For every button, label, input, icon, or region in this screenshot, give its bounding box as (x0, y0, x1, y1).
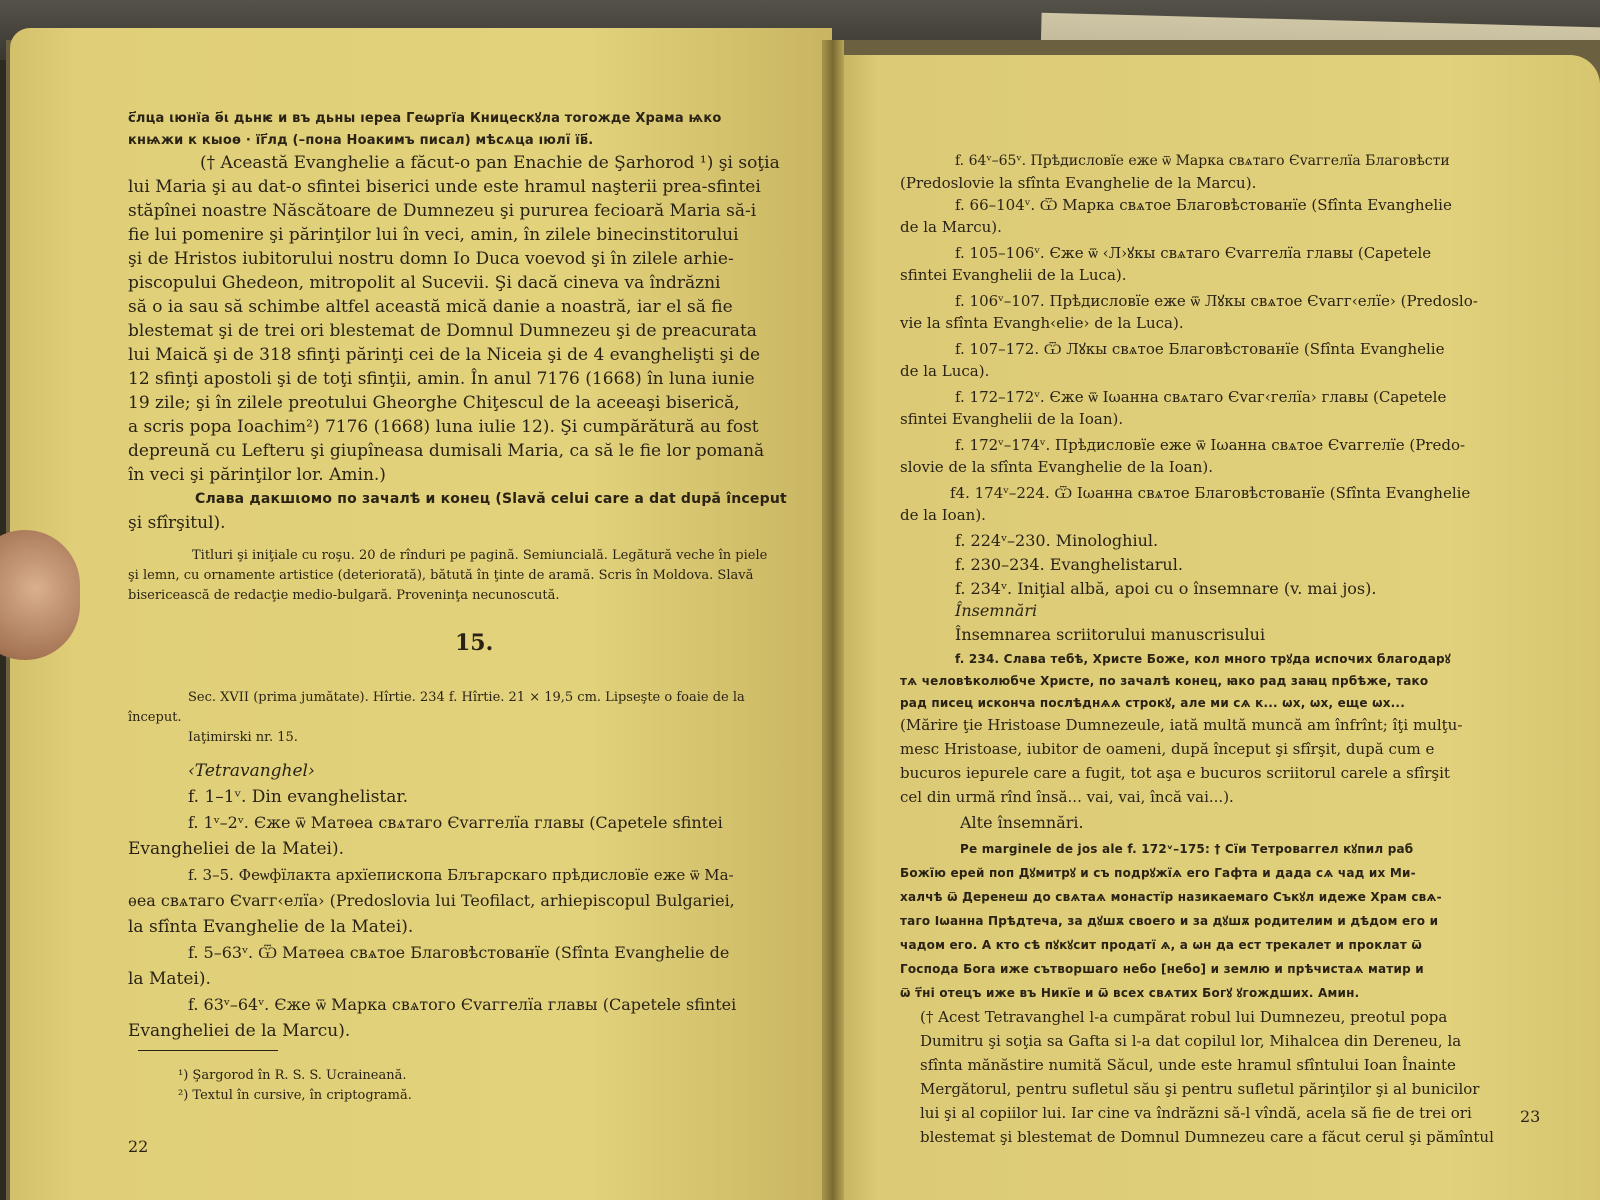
text-line: Evangheliei de la Matei). (128, 839, 344, 859)
slavonic-line: f. 234. Слава тебѣ, Христе Боже, кол много трꙋда испочих благодарꙋ (955, 652, 1451, 666)
text-line: f. 230–234. Evanghelistarul. (955, 555, 1183, 574)
section-desc: Iaţimirski nr. 15. (188, 730, 298, 745)
footnote-divider (138, 1050, 278, 1051)
book-spine (822, 40, 844, 1200)
text-line: la sfînta Evanghelie de la Matei). (128, 917, 414, 937)
text-line: blestemat şi blestemat de Domnul Dumnezeu care a făcut cerul şi pămîntul (920, 1128, 1494, 1146)
slavonic-line: кнѩжи к кыоѳ · ïг҃лд (–пона Ноакимъ писал) мѣсѧца ıюлї ïв҃. (128, 133, 594, 148)
text-line: f. 5–63ᵛ. Ѿ Матѳеа свѧтое Благовѣстованïе (Sfînta Evanghelie de (188, 943, 730, 962)
subheading: Însemnări (955, 601, 1038, 620)
text-line: f. 1ᵛ–2ᵛ. Єже ѿ Матѳеа свѧтаго Єvаггелïа главы (Capetele sfintei (188, 813, 723, 832)
slavonic-line: рад писец исконча послѣднѧѧ строкꙋ, але ми сѧ к... ѡх, ѡх, еще ѡх... (900, 696, 1405, 710)
text-line: stăpînei noastre Născătoare de Dumnezeu şi pururea fecioară Maria să-i (128, 201, 757, 221)
text-line: f. 106ᵛ–107. Прѣдисловïе еже ѿ Лꙋкы свѧтое Єvагг‹елïе› (Predoslo- (955, 292, 1478, 310)
text-line: f. 107–172. Ѿ Лꙋкы свѧтое Благовѣстованïе (Sfînta Evanghelie (955, 340, 1445, 358)
text-line: Însemnarea scriitorului manuscrisului (955, 625, 1266, 644)
text-line: f. 105–106ᵛ. Єже ѿ ‹Л›ꙋкы свѧтаго Єvаггелïа главы (Capetele (955, 244, 1432, 262)
text-line: sfintei Evanghelii de la Luca). (900, 266, 1127, 284)
text-line: Evangheliei de la Marcu). (128, 1021, 351, 1041)
text-line: lui Maria şi au dat-o sfintei biserici unde este hramul naşterii prea-sfintei (128, 177, 761, 197)
text-line: cel din urmă rînd însă... vai, vai, încă vai...). (900, 788, 1234, 806)
section-title: ‹Tetravanghel› (188, 761, 315, 781)
section-number: 15. (455, 630, 494, 656)
text-line: (Predoslovie la sfînta Evanghelie de la Marcu). (900, 174, 1257, 192)
footnote: ¹) Şargorod în R. S. S. Ucraineană. (178, 1068, 407, 1083)
text-line: blestemat şi de trei ori blestemat de Domnul Dumnezeu şi de preacurata (128, 321, 757, 341)
text-line: la Matei). (128, 969, 211, 989)
slavonic-line: чадом его. А кто сѣ пꙋкꙋсит продатï ѧ, а ѡн да ест трекалет и проклат ѿ (900, 938, 1422, 952)
slavonic-line: халчѣ ѿ Деренеш до свѧтаѧ монастïр назикаемаго Съкꙋл идеже Храм свѧ- (900, 890, 1442, 904)
text-line: de la Luca). (900, 362, 990, 380)
text-line: f. 224ᵛ–230. Minologhiul. (955, 531, 1159, 550)
text-line: bucuros iepurele care a fugit, tot aşa e bucuros scriitorul carele a sfîrşit (900, 764, 1450, 782)
text-line: f. 172ᵛ–174ᵛ. Прѣдисловïе еже ѿ Iωанна свѧтое Єvаггелïе (Predo- (955, 436, 1466, 454)
text-line: f. 172–172ᵛ. Єже ѿ Iωанна свѧтаго Єvаг‹гелïа› главы (Capetele (955, 388, 1447, 406)
text-line: († Această Evanghelie a făcut-o pan Enachie de Şarhorod ¹) şi soţia (200, 153, 780, 173)
slavonic-line: ѿ т҃ні отецъ иже въ Никïе и ѿ всех свѧтих Богꙋ ꙋгождших. Амин. (900, 986, 1360, 1000)
text-line: lui şi al copiilor lui. Iar cine va îndrăzni să-l vîndă, acela să fie de trei ori (920, 1104, 1472, 1122)
text-line: depreună cu Lefteru şi giupîneasa dumisali Maria, ca să le fie lor pomană (128, 441, 765, 461)
text-line: şi sfîrşitul). (128, 513, 226, 533)
footnote: ²) Textul în cursive, în criptogramă. (178, 1088, 412, 1103)
page-number: 22 (128, 1137, 149, 1156)
slavonic-line: Божïю ерей поп Дꙋмитрꙋ и съ подрꙋжïѧ его Гафта и дада сѧ чад их Ми- (900, 866, 1416, 880)
text-line: piscopului Ghedeon, mitropolit al Sucevii. Şi dacă cineva va îndrăzni (128, 273, 721, 293)
text-line: slovie de la sfînta Evanghelie de la Ioan). (900, 458, 1213, 476)
text-line: Mergătorul, pentru sufletul său şi pentru sufletul părinţilor şi al bunicilor (920, 1080, 1480, 1098)
section-desc: început. (128, 710, 182, 725)
text-line: f. 3–5. Феѡфïлакта архïепископа Блъгарскаго прѣдисловïе еже ѿ Ма- (188, 866, 734, 884)
slavonic-line: Pe marginele de jos ale f. 172ᵛ–175: † Сïи Тетроваггел кꙋпил раб (960, 842, 1414, 856)
text-line: († Acest Tetravanghel l-a cumpărat robul lui Dumnezeu, preotul popa (920, 1008, 1448, 1026)
text-line: mesc Hristoase, iubitor de oameni, după început şi sfîrşit, după cum e (900, 740, 1435, 758)
note-line: şi lemn, cu ornamente artistice (deteriorată), bătută în ţinte de aramă. Scris în Moldova. Slavă (128, 568, 754, 583)
slavonic-line: Господа Бога иже сътворшаго небо [небо] и землю и прѣчистаѧ матир и (900, 962, 1424, 976)
page-number: 23 (1520, 1107, 1541, 1126)
text-line: şi de Hristos iubitorului nostru domn Io Duca voevod şi în zilele arhie- (128, 249, 734, 269)
text-line: Dumitru şi soţia sa Gafta si l-a dat copilul lor, Mihalcea din Dereneu, la (920, 1032, 1462, 1050)
text-line: f4. 174ᵛ–224. Ѿ Iωанна свѧтое Благовѣстованïе (Sfînta Evanghelie (950, 484, 1471, 502)
text-line: f. 1–1ᵛ. Din evanghelistar. (188, 787, 409, 807)
text-line: în veci şi părinţilor lor. Amin.) (128, 465, 386, 485)
text-line: f. 66–104ᵛ. Ѿ Марка свѧтое Благовѣстованïе (Sfînta Evanghelie (955, 196, 1452, 214)
text-line: ѳеа свѧтаго Єvагг‹елïа› (Predoslovia lui Teofilact, arhiepiscopul Bulgariei, (128, 891, 735, 910)
text-line: să o ia sau să schimbe altfel această mică danie a noastră, iar el să fie (128, 297, 733, 317)
text-line: f. 64ᵛ–65ᵛ. Прѣдисловïе еже ѿ Марка свѧтаго Єvаггелïа Благовѣсти (955, 153, 1450, 169)
text-line: sfintei Evanghelii de la Ioan). (900, 410, 1124, 428)
text-line: vie la sfînta Evangh‹elie› de la Luca). (900, 314, 1184, 332)
text-line: f. 234ᵛ. Iniţial albă, apoi cu o însemnare (v. mai jos). (955, 579, 1377, 598)
slavonic-line: тѧ человѣколюбче Христе, по зачалѣ конец, ꙗко рад заꙗц прбѣже, тако (900, 674, 1429, 688)
text-line: f. 63ᵛ–64ᵛ. Єже ѿ Марка свѧтого Єvаггелïа главы (Capetele sfintei (188, 995, 737, 1014)
text-line: 19 zile; şi în zilele preotului Gheorghe Chiţescul de la aceeaşi biserică, (128, 393, 740, 413)
text-line: sfînta mănăstire numită Săcul, unde este hramul sfîntului Ioan Înainte (920, 1056, 1456, 1074)
text-line: lui Maică şi de 318 sfinţi părinţi cei de la Niceia şi de 4 evanghelişti şi de (128, 345, 761, 365)
text-line: Alte însemnări. (960, 813, 1084, 832)
section-desc: Sec. XVII (prima jumătate). Hîrtie. 234 f. Hîrtie. 21 × 19,5 cm. Lipseşte o foaie de la (188, 690, 745, 705)
note-line: Titluri şi iniţiale cu roşu. 20 de rînduri pe pagină. Semiuncială. Legătură veche în piele (192, 548, 768, 563)
note-line: bisericească de redacţie medio-bulgară. Proveninţa necunoscută. (128, 588, 560, 603)
slavonic-line: таго Iωанна Прѣдтеча, за дꙋшѫ своего и за дꙋшѫ родителим и дѣдом его и (900, 914, 1439, 928)
text-line: 12 sfinţi apostoli şi de toţi sfinţii, amin. În anul 7176 (1668) în luna iunie (128, 369, 755, 389)
slavonic-line: Слава дакшιомо по зачалѣ и конец (Slavă celui care a dat după început (195, 491, 787, 507)
slavonic-line: с҃лца ιюнïа ѳ҃ι дьнѥ и въ дьны ıереа Геωргïа Кницескꙋла тогожде Храма ѩко (128, 111, 722, 126)
text-line: de la Marcu). (900, 218, 1002, 236)
text-line: de la Ioan). (900, 506, 986, 524)
text-line: (Mărire ţie Hristoase Dumnezeule, iată multă muncă am înfrînt; îţi mulţu- (900, 716, 1463, 734)
text-line: a scris popa Ioachim²) 7176 (1668) luna iulie 12). Şi cumpărătură au fost (128, 417, 759, 437)
text-line: fie lui pomenire şi părinţilor lui în veci, amin, în zilele binecinstitorului (128, 225, 739, 245)
